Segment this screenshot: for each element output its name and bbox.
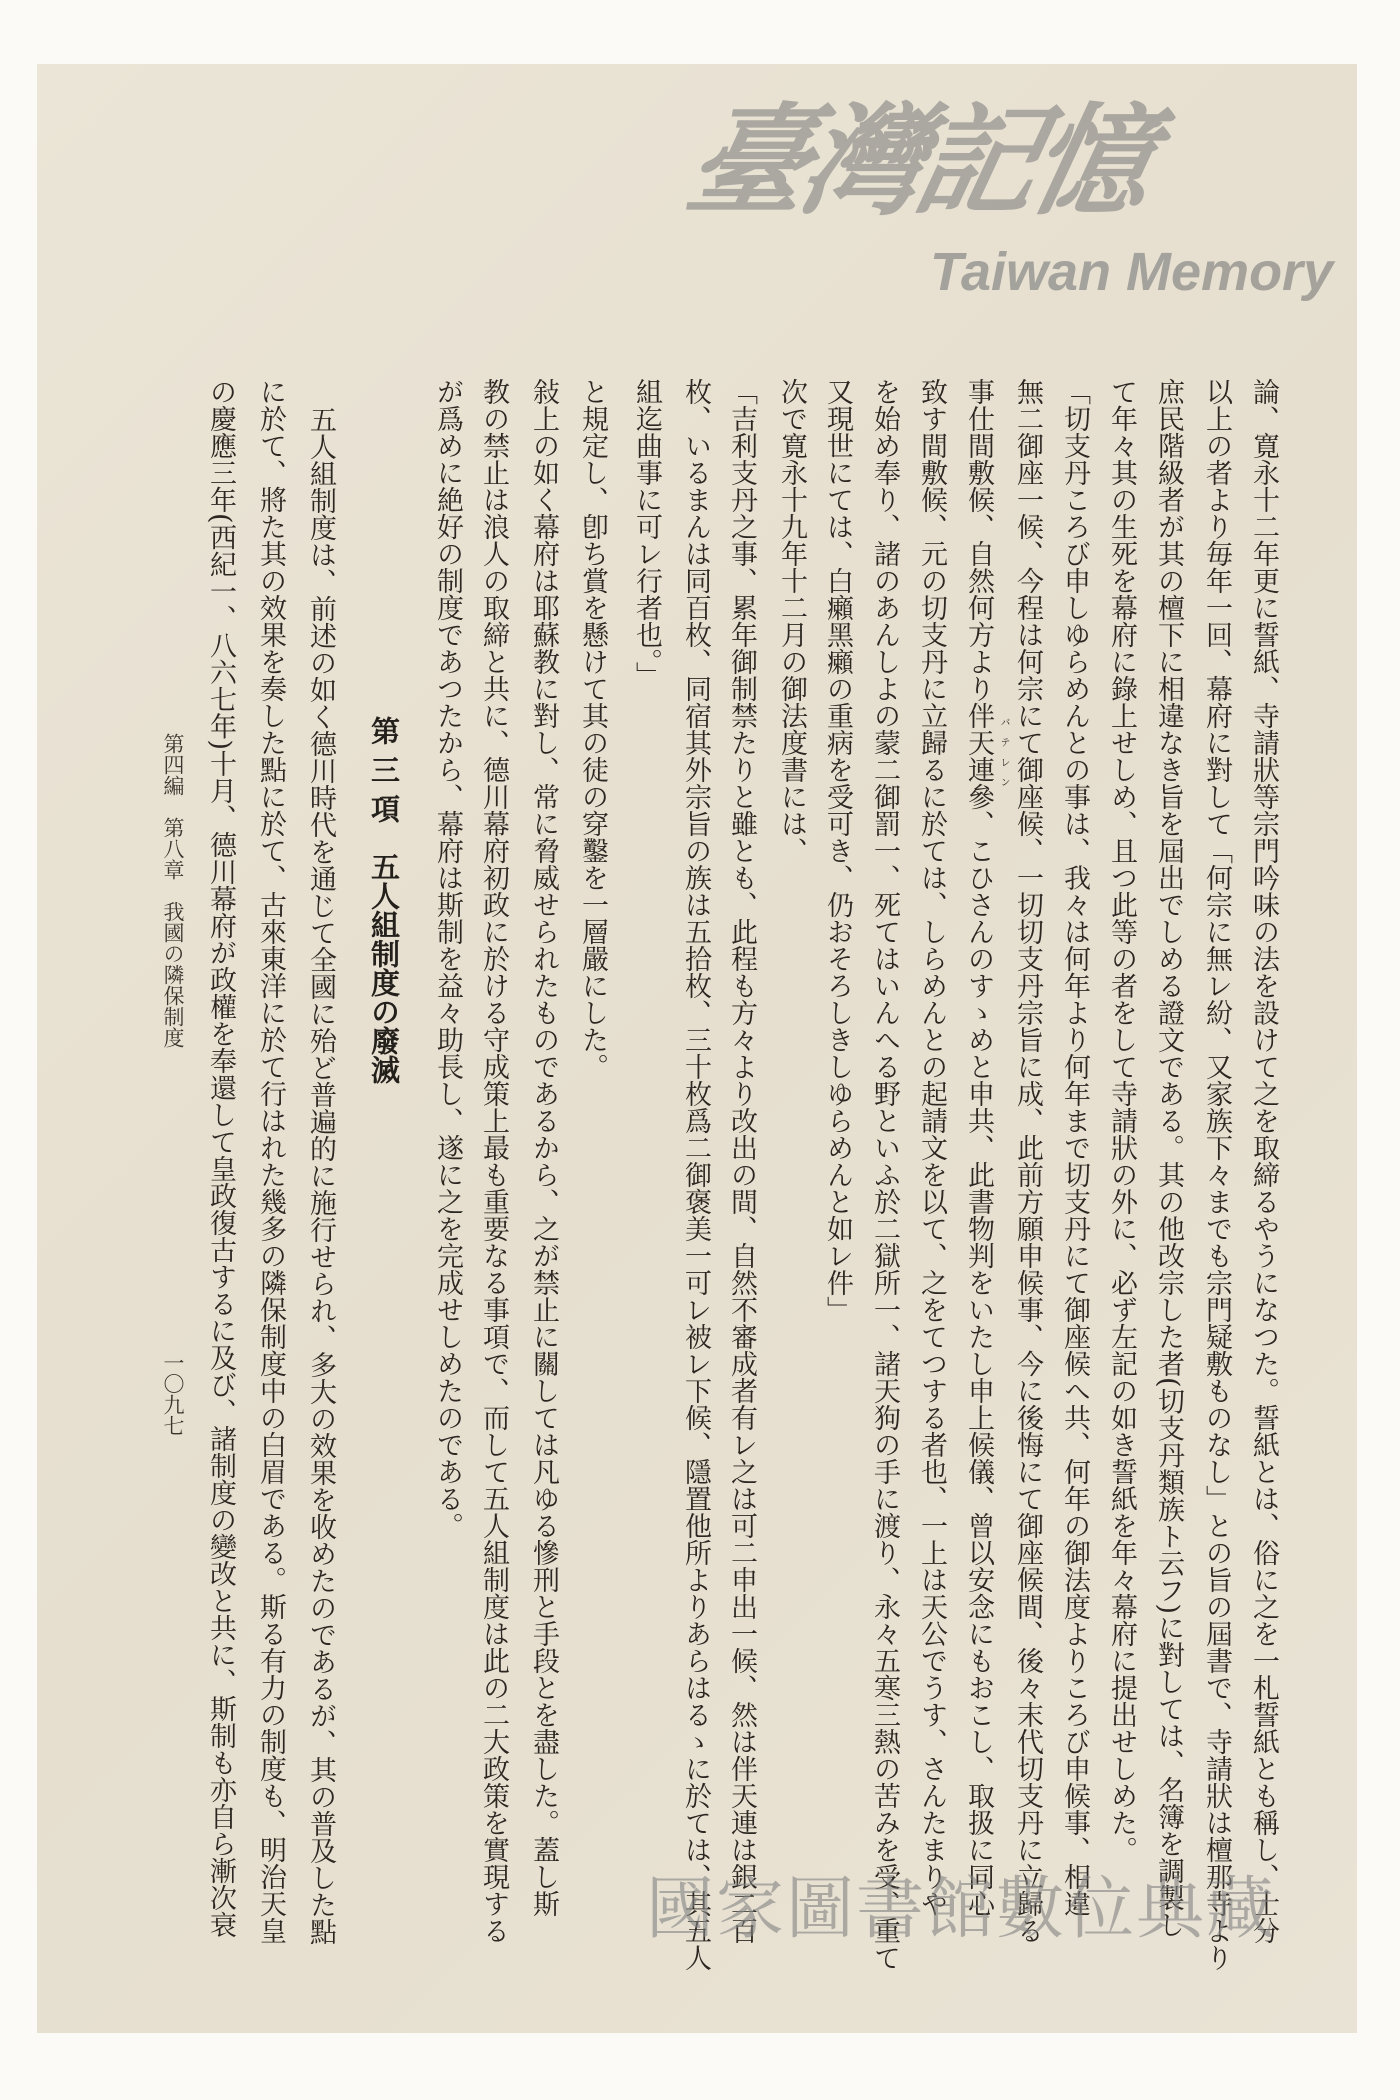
- text-column: 無二御座一候、今程は何宗にて御座候、一切切支丹宗旨に成、此前方願申候事、今に後悔にて御座候間、後々末代切支丹に立歸る: [1012, 378, 1043, 1944]
- watermark-institution: 國家圖書館數位典藏: [646, 1870, 1277, 1949]
- text-column: 「切支丹ころび申しゆらめんとの事は、我々は何年より何年まで切支丹にて御座候へ共、何年の御法度よりころび申候事、相違: [1059, 378, 1090, 1917]
- text-column: が爲めに絶好の制度であつたから、幕府は斯制を益々助長し、遂に之を完成せしめたのである。: [432, 378, 463, 1539]
- text-column: の慶應三年(西紀一、八六七年)十月、德川幕府が政權を奉還して皇政復古するに及び、諸制度の變改と共に、斯制も亦自ら漸次衰: [205, 378, 236, 1939]
- watermark-calligraphy: 臺灣記憶: [675, 91, 1162, 232]
- text-column: 又現世にては、白癩黑癩の重病を受可き、仍おそろしきしゆらめんと如レ件」: [822, 378, 853, 1323]
- text-column: に於て、將た其の效果を奏した點に於て、古來東洋に於て行はれた幾多の隣保制度中の白眉である。斯る有力の制度も、明治天皇: [255, 378, 286, 1944]
- text-column: て年々其の生死を幕府に錄上せしめ、且つ此等の者をして寺請狀の外に、必ず左記の如き誓紙を年々幕府に提出せしめた。: [1106, 378, 1137, 1863]
- watermark-english: Taiwan Memory: [930, 242, 1334, 302]
- text-column: 「吉利支丹之事、累年御制禁たりと雖とも、此程も方々より改出の間、自然不審成者有レ之は可二申出一候、然は伴天連は銀二百: [726, 378, 757, 1944]
- running-footer: 第四編 第八章 我國の隣保制度: [161, 733, 185, 1048]
- section-heading: 第 三 項 五人組制度の廢滅: [367, 716, 401, 1085]
- text-column: を始め奉り、諸のあんしよの蒙二御罰一、死てはいんへる野といふ於二獄所一、諸天狗の手に渡り、永々五寒三熱の苦みを受、重て: [869, 378, 900, 1971]
- page-number: 一〇九七: [161, 1352, 185, 1436]
- text-column: 庶民階級者が其の檀下に相違なき旨を屆出でしめる證文である。其の他改宗した者(切支丹類族ト云フ)に對しては、名簿を調製し: [1153, 378, 1184, 1939]
- text-column: 五人組制度は、前述の如く德川時代を通じて全國に殆ど普遍的に施行せられ、多大の效果を收めたのであるが、其の普及した點: [305, 406, 336, 1945]
- text-column: 次で寛永十九年十二月の御法度書には、: [776, 378, 807, 864]
- text-column: 枚、いるまんは同百枚、同宿其外宗旨の族は五拾枚、三十枚爲二御褒美一可レ被レ下候、隱置他所よりあらはるゝに於ては、其五人: [680, 378, 711, 1971]
- text-column: 以上の者より毎年一回、幕府に對して「何宗に無レ紛、又家族下々までも宗門疑敷ものなし」との旨の屆書で、寺請狀は檀那寺より: [1201, 378, 1232, 1971]
- text-column: 論、寛永十二年更に誓紙、寺請狀等宗門吟味の法を設けて之を取締るやうになつた。誓紙とは、俗に之を一札誓紙とも稱し、士分: [1248, 378, 1279, 1944]
- text-column: 致す間敷候、元の切支丹に立歸るに於ては、しらめんとの起請文を以て、之をてつする者也、一上は天公でうす、さんたまりや: [916, 378, 947, 1917]
- text-column: 事仕間敷候、自然何方より伴天連參、こひさんのすゝめと申共、此書物判をいたし申上候儀、曾以安念にもおこし、取扱に同心: [963, 378, 994, 1917]
- ruby-annotation: バテレン: [998, 716, 1009, 797]
- text-column: 組迄曲事に可レ行者也。」: [631, 378, 662, 689]
- text-column: と規定し、卽ち賞を懸けて其の徒の穿鑿を一層嚴にした。: [577, 378, 608, 1080]
- text-column: 教の禁止は浪人の取締と共に、德川幕府初政に於ける守成策上最も重要なる事項で、而して五人組制度は此の二大政策を實現する: [478, 378, 509, 1944]
- text-column: 敍上の如く幕府は耶蘇教に對し、常に脅威せられたものであるから、之が禁止に關しては凡ゆる慘刑と手段とを盡した。蓋し斯: [528, 378, 559, 1917]
